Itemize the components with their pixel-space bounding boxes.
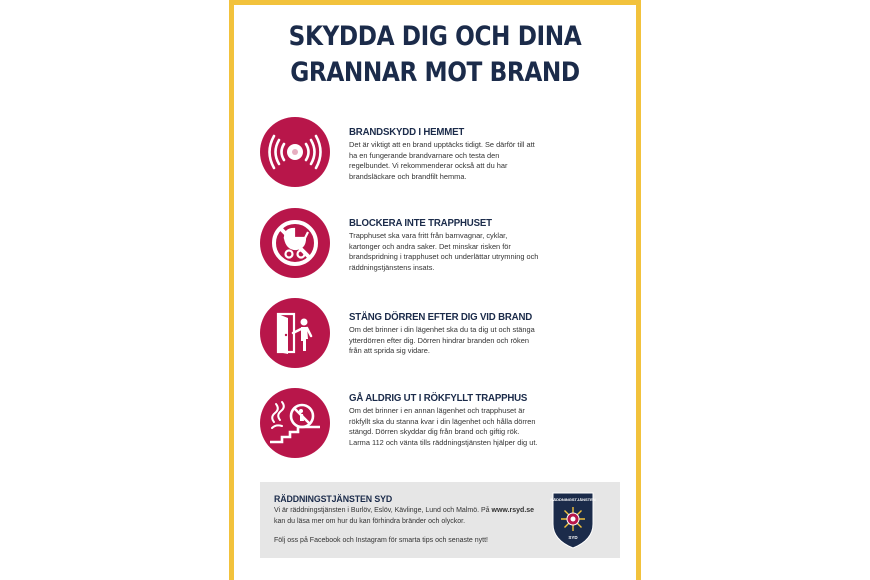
close-door-icon [260,298,330,368]
section-heading: BLOCKERA INTE TRAPPHUSET [349,217,492,229]
website-link[interactable]: www.rsyd.se [491,507,535,514]
poster [229,0,641,580]
section-heading: STÄNG DÖRREN EFTER DIG VID BRAND [349,311,533,323]
section-smoky-stairwell [349,392,539,448]
title-line-2: GRANNAR MOT BRAND [290,57,580,88]
footer-line-2: kan du läsa mer om hur du kan förhindra bränder och olyckor. [274,517,466,525]
section-text: Det är viktigt att en brand upptäcks tidigt. Se därför till att ha en fungerande brandvarnare och testa den regelbundet. Vi rekommenderar också att du har brandsläckare och brandfilt hemma. [349,140,535,181]
section-close-door [349,311,539,357]
section-smoke-alarm [349,126,539,182]
section-text: Trapphuset ska vara fritt från barnvagnar, cyklar, kartonger och andra saker. Det minskar risken för brandspridning i trapphuset och underlättar utrymning och räddningstjänstens insats. [349,231,539,272]
title-line-1: SKYDDA DIG OCH DINA [288,21,582,52]
no-stroller-icon [260,208,330,278]
badge-top-text: RÄDDNINGSTJÄNSTEN [550,497,596,502]
rsyd-logo [550,490,596,550]
footer-line-1: Vi är räddningstjänsten i Burlöv, Eslöv, Kävlinge, Lund och Malmö. På [274,507,490,514]
section-text: Om det brinner i en annan lägenhet och trapphuset är rökfyllt ska du stanna kvar i din lägenhet och hålla dörren stängd. Dörren skyddar dig från brand och giftig rök. Larma 112 och vänta tills räddningstjänsten hjälper dig ut. [349,406,538,447]
badge-bottom-text: SYD [568,535,578,540]
no-smoky-stairs-icon [260,388,330,458]
footer-description [274,506,540,527]
section-stairwell [349,217,539,273]
footer-follow: Följ oss på Facebook och Instagram för smarta tips och senaste nytt! [274,537,488,544]
section-heading: BRANDSKYDD I HEMMET [349,126,465,138]
smoke-alarm-icon [260,117,330,187]
footer-box [260,482,620,558]
poster-title [262,19,608,91]
section-text: Om det brinner i din lägenhet ska du ta dig ut och stänga ytterdörren efter dig. Dörren hindrar branden och röken från att sprida sig vidare. [349,325,535,356]
footer-heading: RÄDDNINGSTJÄNSTEN SYD [274,494,393,504]
section-heading: GÅ ALDRIG UT I RÖKFYLLT TRAPPHUS [349,392,528,404]
